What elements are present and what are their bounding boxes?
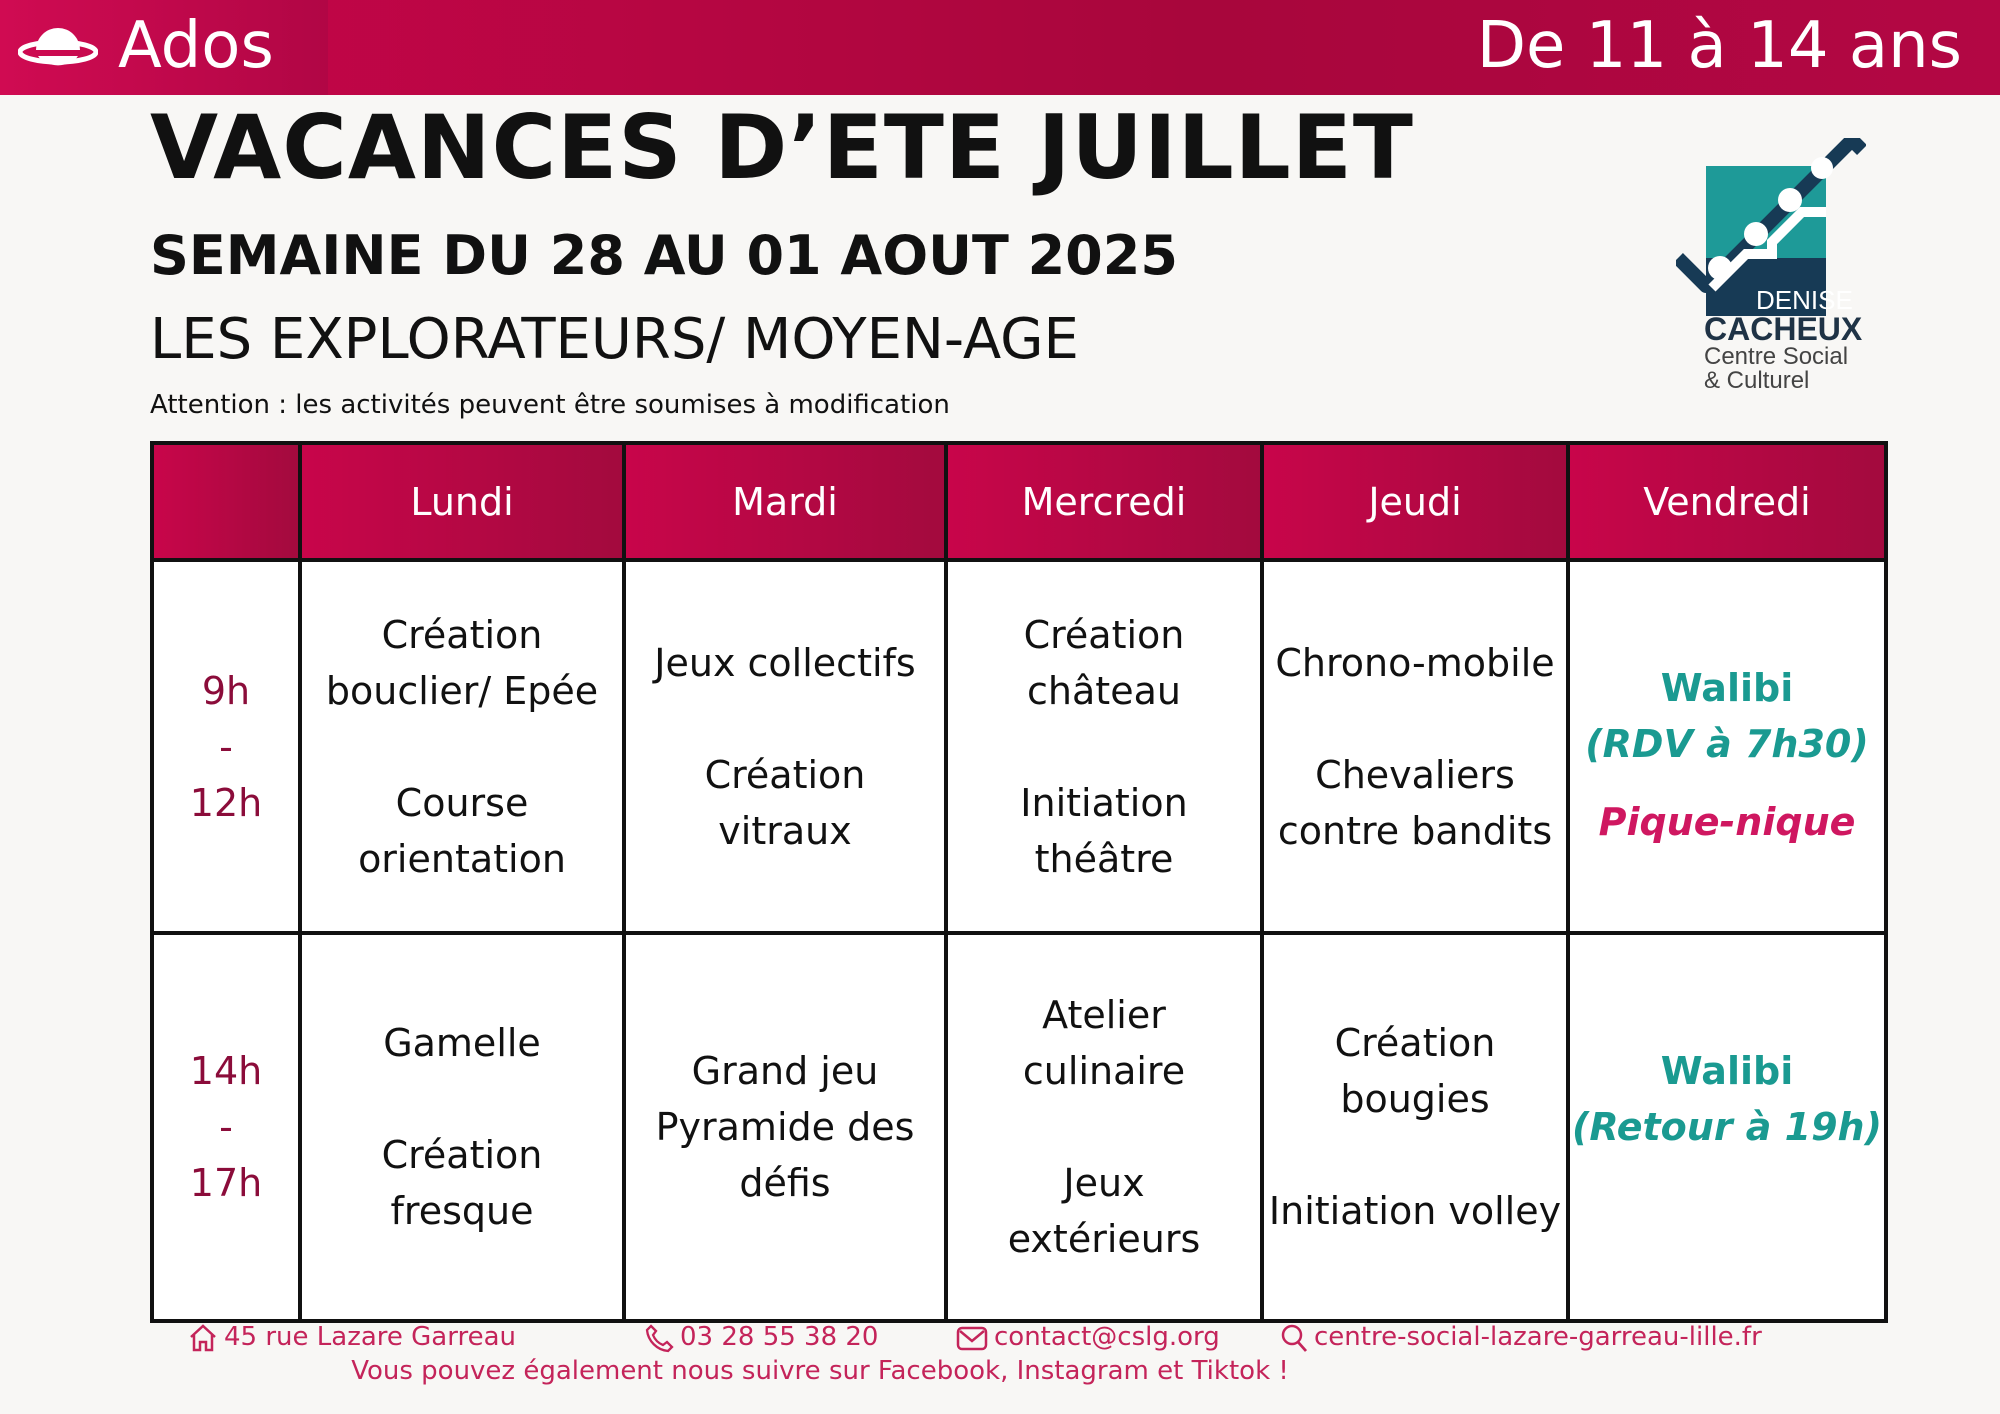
slot-start: 14h xyxy=(189,1049,263,1093)
activity-cell xyxy=(1262,560,1568,933)
activity-line: Jeux collectifs xyxy=(654,640,916,685)
search-icon xyxy=(1280,1323,1308,1353)
activity-line: Chevaliers xyxy=(1315,752,1515,797)
activity-cell xyxy=(300,560,624,933)
slot-sep: - xyxy=(219,724,233,769)
footer xyxy=(0,1318,2000,1414)
footer-email[interactable] xyxy=(956,1320,1220,1354)
day-header: Vendredi xyxy=(1568,443,1886,560)
activity-line: contre bandits xyxy=(1277,808,1553,853)
age-range: De 11 à 14 ans xyxy=(1476,9,1962,83)
activity-line: théâtre xyxy=(1034,836,1174,881)
activity-line: Création xyxy=(1023,612,1185,657)
page-title: VACANCES D’ETE JUILLET xyxy=(150,96,1414,199)
activity-cell xyxy=(300,933,624,1321)
activity-line: Initiation volley xyxy=(1268,1189,1562,1233)
activity-cell xyxy=(624,933,946,1321)
day-header: Mercredi xyxy=(946,443,1262,560)
activity-cell xyxy=(1262,933,1568,1321)
activity-line: Initiation xyxy=(1020,780,1188,825)
activity-line: bouclier/ Epée xyxy=(325,668,599,713)
theme-subtitle: LES EXPLORATEURS/ MOYEN-AGE xyxy=(150,307,1079,372)
schedule-table xyxy=(150,441,1888,1323)
slot-end: 12h xyxy=(189,780,263,825)
activity-line: Création xyxy=(704,752,866,797)
notice-text: Attention : les activités peuvent être soumises à modification xyxy=(150,390,950,420)
footer-address xyxy=(188,1320,516,1354)
activity-line: Grand jeu xyxy=(691,1049,879,1093)
activity-line: défis xyxy=(739,1161,831,1205)
mail-icon xyxy=(956,1323,988,1353)
logo-line2: CACHEUX xyxy=(1704,311,1863,347)
time-slot-cell xyxy=(152,933,300,1321)
table-row-morning xyxy=(152,560,1886,933)
activity-cell xyxy=(946,560,1262,933)
activity-line: extérieurs xyxy=(1007,1217,1201,1261)
slot-sep: - xyxy=(219,1105,233,1149)
activity-line: Jeux xyxy=(1063,1161,1145,1205)
activity-cell xyxy=(624,560,946,933)
website-text: centre-social-lazare-garreau-lille.fr xyxy=(1314,1322,1762,1352)
address-text: 45 rue Lazare Garreau xyxy=(224,1322,516,1352)
social-follow-text: Vous pouvez également nous suivre sur Facebook, Instagram et Tiktok ! xyxy=(351,1356,1289,1386)
home-icon xyxy=(188,1323,218,1353)
logo-line4: & Culturel xyxy=(1704,367,1810,394)
activity-line: Création xyxy=(381,612,543,657)
corner-cell xyxy=(152,443,300,560)
footer-phone[interactable] xyxy=(644,1320,878,1354)
activity-cell xyxy=(1568,560,1886,933)
activity-line: Pyramide des xyxy=(655,1105,915,1149)
activity-cell xyxy=(946,933,1262,1321)
footer-website[interactable] xyxy=(1280,1320,1762,1354)
phone-text: 03 28 55 38 20 xyxy=(680,1322,879,1352)
table-row-afternoon xyxy=(152,933,1886,1321)
activity-line: Chrono-mobile xyxy=(1275,640,1555,685)
activity-line: Course xyxy=(395,780,529,825)
time-slot-cell xyxy=(152,560,300,933)
section-tab xyxy=(0,0,328,95)
activity-line: Pique-nique xyxy=(1598,800,1856,844)
planet-icon xyxy=(18,26,98,74)
slot-end: 17h xyxy=(189,1161,263,1205)
activity-line: Walibi xyxy=(1660,1049,1794,1093)
day-header: Mardi xyxy=(624,443,946,560)
activity-line: Gamelle xyxy=(383,1021,541,1065)
activity-line: vitraux xyxy=(718,808,852,853)
activity-line: Création xyxy=(381,1133,543,1177)
phone-icon xyxy=(644,1323,674,1353)
activity-line: bougies xyxy=(1340,1077,1490,1121)
activity-line: Création xyxy=(1334,1021,1496,1065)
section-label: Ados xyxy=(118,9,274,83)
logo-line3: Centre Social xyxy=(1704,343,1849,370)
activity-line: (RDV à 7h30) xyxy=(1585,722,1869,766)
week-subtitle: SEMAINE DU 28 AU 01 AOUT 2025 xyxy=(150,224,1178,287)
activity-line: orientation xyxy=(358,836,566,881)
email-text: contact@cslg.org xyxy=(994,1322,1220,1352)
day-header: Lundi xyxy=(300,443,624,560)
activity-cell xyxy=(1568,933,1886,1321)
activity-line: Atelier xyxy=(1042,993,1166,1037)
activity-line: culinaire xyxy=(1022,1049,1186,1093)
table-header-row xyxy=(152,443,1886,560)
day-header: Jeudi xyxy=(1262,443,1568,560)
activity-line: (Retour à 19h) xyxy=(1572,1105,1882,1149)
activity-line: Walibi xyxy=(1660,666,1794,710)
logo-line1: DENISE xyxy=(1756,285,1853,315)
slot-start: 9h xyxy=(201,668,251,713)
activity-line: château xyxy=(1027,668,1181,713)
activity-line: fresque xyxy=(390,1189,534,1233)
